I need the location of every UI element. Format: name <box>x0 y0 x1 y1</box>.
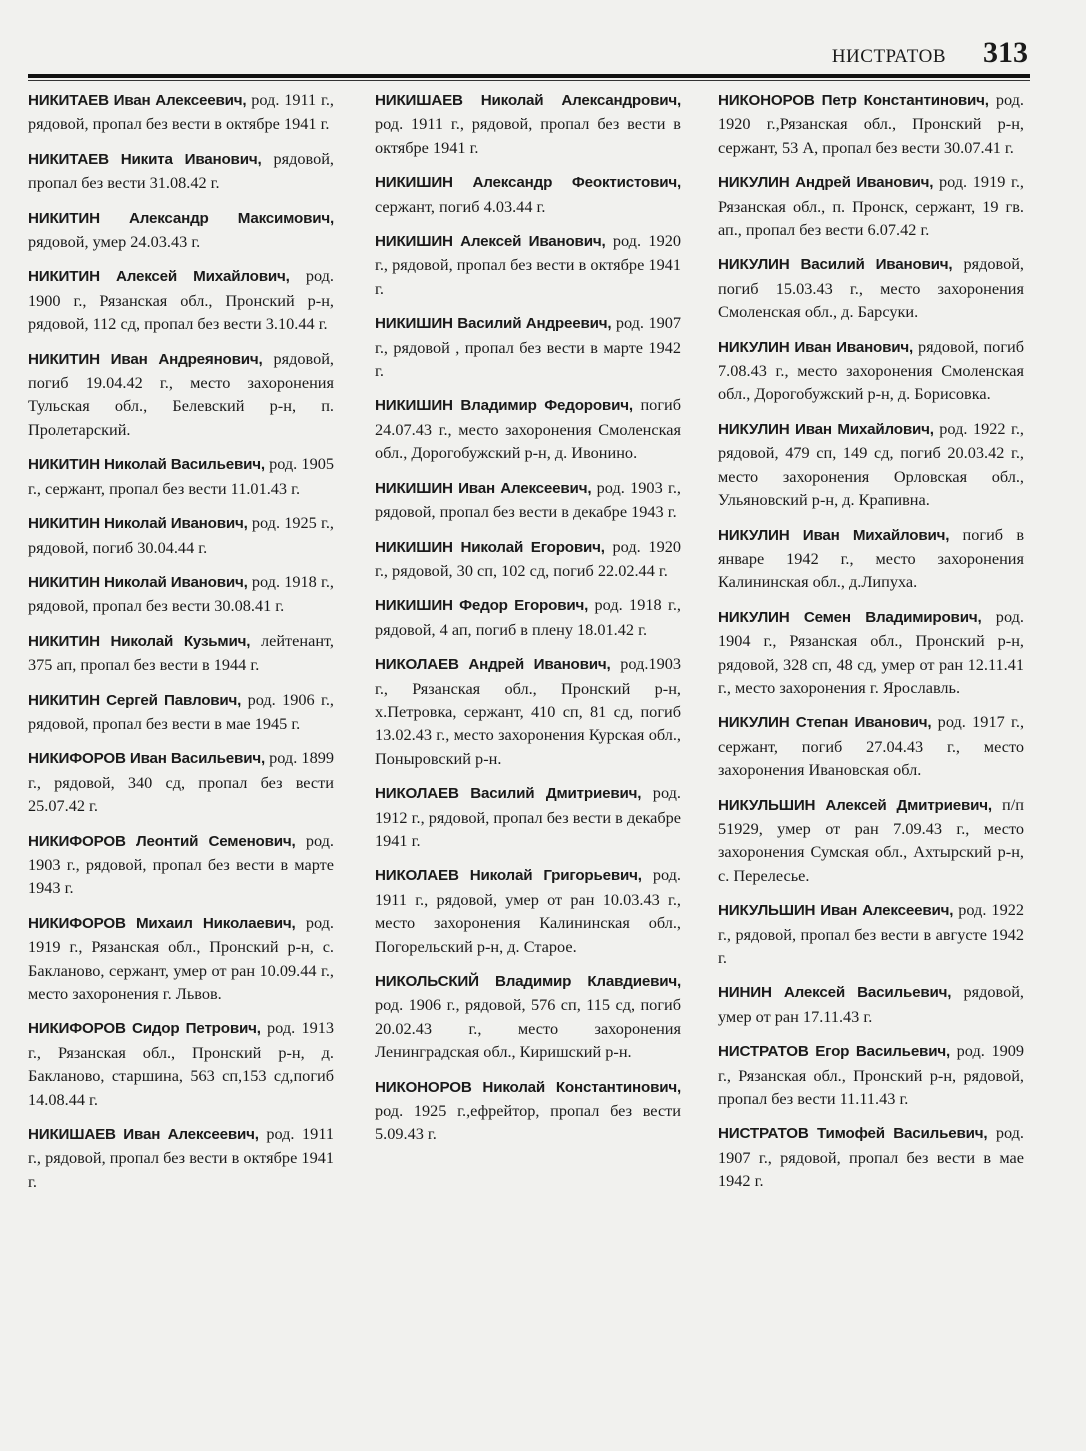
entry-details: род. 1903 г., рядовой, пропал без вести в марте 1943 г. <box>28 830 334 898</box>
register-entry <box>28 347 334 442</box>
entry-name: НИКУЛЬШИН Иван Алексеевич, <box>718 902 954 920</box>
entry-details: лейтенант, 375 ап, пропал без вести в 1944 г. <box>28 630 335 675</box>
register-entry <box>718 980 1024 1028</box>
register-entry <box>718 710 1024 781</box>
entry-name: НИКУЛИН Иван Иванович, <box>718 338 914 356</box>
register-entry <box>375 170 681 218</box>
entry-details: род. 1899 г., рядовой, 340 сд, пропал без вести 25.07.42 г. <box>28 748 334 816</box>
register-entry <box>375 476 681 524</box>
register-entry <box>28 746 334 817</box>
entry-details: род. 1904 г., Рязанская обл., Пронский р-н, рядовой, 328 сп, 48 сд, умер от ран 12.11.41 г., место захоронения г. Ярославль. <box>718 606 1024 697</box>
entry-details: род. 1922 г., рядовой, пропал без вести в августе 1942 г. <box>718 900 1024 967</box>
entry-details: род. 1912 г., рядовой, пропал без вести в декабре 1941 г. <box>375 783 681 850</box>
entry-name: НИКИШИН Федор Егорович, <box>375 597 589 615</box>
register-entry <box>28 147 334 195</box>
entry-name: НИКИШИН Владимир Федорович, <box>375 397 633 415</box>
entry-name: НИКИФОРОВ Леонтий Семенович, <box>28 832 296 850</box>
register-entry <box>28 1122 334 1193</box>
entry-name: НИКИТИН Николай Иванович, <box>28 515 248 533</box>
entry-name: НИКОЛАЕВ Николай Григорьевич, <box>375 867 642 885</box>
register-entry <box>28 570 334 618</box>
column-1 <box>28 88 334 1204</box>
entry-name: НИКИТИН Александр Максимович, <box>28 209 334 227</box>
entry-details: род. 1920 г., рядовой, пропал без вести в октябре 1941 г. <box>375 231 681 298</box>
page-body <box>28 88 1030 1418</box>
entry-details: род. 1925 г., рядовой, погиб 30.04.44 г. <box>28 513 334 557</box>
entry-name: НИКИТИН Николай Васильевич, <box>28 456 265 474</box>
column-2 <box>375 88 681 1157</box>
entry-details: род. 1911 г., рядовой, пропал без вести в октябре 1941 г. <box>28 90 334 134</box>
register-entry <box>28 688 334 736</box>
entry-name: НИКУЛЬШИН Алексей Дмитриевич, <box>718 796 992 814</box>
register-entry <box>375 535 681 583</box>
register-entry <box>718 335 1024 406</box>
entry-details: род. 1903 г., рядовой, пропал без вести в декабре 1943 г. <box>375 477 682 522</box>
page-number: 313 <box>983 36 1028 69</box>
register-entry <box>375 593 681 641</box>
entry-details: род.1903 г., Рязанская обл., Пронский р-н, х.Петровка, сержант, 410 сп, 81 сд, погиб 13.02.43 г., место захоронения Курская обл., Поныровский р-н. <box>375 654 681 768</box>
entry-details: род. 1922 г., рядовой, 479 сп, 149 сд, погиб 20.03.42 г., место захоронения Орловская обл., Ульяновский р-н, д. Крапивна. <box>718 418 1025 510</box>
entry-details: род. 1907 г., рядовой, пропал без вести в мае 1942 г. <box>718 1123 1024 1191</box>
entry-details: род. 1909 г., Рязанская обл., Пронский р-н, рядовой, пропал без вести 11.11.43 г. <box>718 1041 1025 1109</box>
entry-details: рядовой, погиб 7.08.43 г., место захоронения Смоленская обл., Дорогобужский р-н, д. Борисовка. <box>718 336 1024 404</box>
register-entry <box>718 898 1024 969</box>
register-entry <box>375 311 681 382</box>
entry-name: НИСТРАТОВ Егор Васильевич, <box>718 1043 950 1061</box>
entry-name: НИКУЛИН Степан Иванович, <box>718 714 932 732</box>
entry-details: погиб в январе 1942 г., место захоронения Калининская обл., д.Липуха. <box>718 524 1025 592</box>
register-entry <box>718 605 1024 700</box>
entry-details: п/п 51929, умер от ран 7.09.43 г., место захоронения Сумская обл., Ахтырский р-н, с. Перелесье. <box>718 794 1024 885</box>
entry-name: НИКИШИН Василий Андреевич, <box>375 315 612 333</box>
header-rule-thick <box>28 74 1030 78</box>
register-entry <box>28 511 334 559</box>
entry-details: род. 1911 г., рядовой, пропал без вести в октябре 1941 г. <box>375 114 681 157</box>
entry-details: род. 1907 г., рядовой , пропал без вести в марте 1942 г. <box>375 313 682 381</box>
register-entry <box>28 629 334 677</box>
entry-details: рядовой, умер от ран 17.11.43 г. <box>718 982 1024 1026</box>
entry-name: НИКОЛЬСКИЙ Владимир Клавдиевич, <box>375 973 681 990</box>
entry-name: НИКИФОРОВ Сидор Петрович, <box>28 1020 261 1038</box>
header-rule-thin <box>28 80 1030 81</box>
entry-name: НИКИШИН Александр Феоктистович, <box>375 174 681 192</box>
register-entry <box>718 1039 1024 1110</box>
entry-details: род. 1911 г., рядовой, пропал без вести в октябре 1941 г. <box>28 1124 334 1191</box>
entry-details: рядовой, умер 24.03.43 г. <box>28 232 201 252</box>
register-entry <box>375 229 681 300</box>
register-entry <box>28 88 334 136</box>
entry-details: род. 1920 г., рядовой, 30 сп, 102 сд, погиб 22.02.44 г. <box>375 536 681 580</box>
register-entry <box>375 781 681 852</box>
register-entry <box>375 393 681 464</box>
entry-details: рядовой, пропал без вести 31.08.42 г. <box>28 148 335 193</box>
entry-name: НИКИШАЕВ Николай Александрович, <box>375 92 681 109</box>
entry-details: род. 1918 г., рядовой, пропал без вести 30.08.41 г. <box>28 571 334 616</box>
register-entry <box>375 652 681 770</box>
entry-details: род. 1913 г., Рязанская обл., Пронский р-н, д. Бакланово, старшина, 563 сп,153 сд,погиб 14.08.44 г. <box>28 1018 335 1109</box>
entry-name: НИКУЛИН Иван Михайлович, <box>718 420 934 438</box>
entry-name: НИКИТИН Алексей Михайлович, <box>28 268 290 286</box>
entry-details: род. 1925 г.,ефрейтор, пропал без вести 5.09.43 г. <box>375 1101 681 1144</box>
register-entry <box>28 829 334 900</box>
entry-name: НИСТРАТОВ Тимофей Васильевич, <box>718 1125 988 1143</box>
entry-details: рядовой, погиб 19.04.42 г., место захоронения Тульская обл., Белевский р-н, п. Пролетарский. <box>28 348 335 439</box>
register-entry <box>28 452 334 500</box>
entry-name: НИКИТИН Николай Кузьмич, <box>28 632 251 650</box>
entry-name: НИКИТАЕВ Иван Алексеевич, <box>28 92 247 109</box>
entry-details: род. 1900 г., Рязанская обл., Пронский р-н, рядовой, 112 сд, пропал без вести 3.10.44 г. <box>28 266 334 334</box>
entry-details: погиб 24.07.43 г., место захоронения Смоленская обл., Дорогобужский р-н, д. Ивонино. <box>375 395 681 463</box>
entry-name: НИКИТИН Николай Иванович, <box>28 573 248 591</box>
entry-name: НИКИШИН Николай Егорович, <box>375 538 605 556</box>
entry-details: род. 1917 г., сержант, погиб 27.04.43 г., место захоронения Ивановская обл. <box>718 712 1025 780</box>
entry-name: НИКИТИН Иван Андреянович, <box>28 350 263 368</box>
entry-details: род. 1905 г., сержант, пропал без вести 11.01.43 г. <box>28 454 334 498</box>
entry-name: НИКИТАЕВ Никита Иванович, <box>28 150 262 168</box>
entry-name: НИКИШИН Алексей Иванович, <box>375 233 606 251</box>
entry-name: НИКУЛИН Иван Михайлович, <box>718 526 950 544</box>
entry-details: рядовой, погиб 15.03.43 г., место захоронения Смоленская обл., д. Барсуки. <box>718 254 1024 322</box>
entry-name: НИКИШАЕВ Иван Алексеевич, <box>28 1126 259 1144</box>
entry-name: НИКОНОРОВ Петр Константинович, <box>718 92 989 109</box>
entry-details: род. 1919 г., Рязанская обл., Пронский р-н, с. Бакланово, сержант, умер от ран 10.09.44 г., место захоронения г. Львов. <box>28 912 334 1003</box>
register-entry <box>718 417 1024 512</box>
column-3 <box>718 88 1024 1204</box>
entry-details: род. 1906 г., рядовой, пропал без вести в мае 1945 г. <box>28 689 335 733</box>
entry-details: род. 1919 г., Рязанская обл., п. Пронск, сержант, 19 гв. ап., пропал без вести 6.07.42 г. <box>718 172 1024 240</box>
register-entry <box>718 252 1024 323</box>
entry-name: НИКИФОРОВ Иван Васильевич, <box>28 750 265 768</box>
register-entry <box>28 264 334 335</box>
entry-name: НИКУЛИН Андрей Иванович, <box>718 174 934 192</box>
register-entry <box>718 88 1024 159</box>
entry-name: НИКУЛИН Василий Иванович, <box>718 256 953 274</box>
register-entry <box>28 206 334 254</box>
entry-name: НИНИН Алексей Васильевич, <box>718 984 952 1002</box>
register-entry <box>375 863 681 958</box>
entry-name: НИКОЛАЕВ Андрей Иванович, <box>375 656 611 674</box>
entry-details: род. 1920 г.,Рязанская обл., Пронский р-н, сержант, 53 А, пропал без вести 30.07.41 г. <box>718 90 1024 157</box>
entry-name: НИКИФОРОВ Михаил Николаевич, <box>28 914 296 932</box>
register-entry <box>28 911 334 1006</box>
register-entry <box>718 523 1024 594</box>
entry-details: род. 1918 г., рядовой, 4 ап, погиб в плену 18.01.42 г. <box>375 595 681 639</box>
register-entry <box>718 793 1024 888</box>
entry-name: НИКУЛИН Семен Владимирович, <box>718 608 982 626</box>
entry-name: НИКИТИН Сергей Павлович, <box>28 691 242 709</box>
entry-details: род. 1911 г., рядовой, умер от ран 10.03.43 г., место захоронения Калининская обл., Погорельский р-н, д. Старое. <box>375 865 681 956</box>
running-head: НИСТРАТОВ <box>831 46 946 67</box>
entry-details: сержант, погиб 4.03.44 г. <box>375 196 546 216</box>
entry-name: НИКОЛАЕВ Василий Дмитриевич, <box>375 785 642 803</box>
register-entry <box>718 1121 1024 1192</box>
register-entry <box>718 170 1024 241</box>
register-entry <box>375 1075 681 1146</box>
entry-details: род. 1906 г., рядовой, 576 сп, 115 сд, погиб 20.02.43 г., место захоронения Ленинградская обл., Киришский р-н. <box>375 995 681 1062</box>
register-entry <box>375 969 681 1064</box>
entry-name: НИКИШИН Иван Алексеевич, <box>375 479 592 497</box>
entry-name: НИКОНОРОВ Николай Константинович, <box>375 1078 681 1096</box>
register-entry <box>28 1016 334 1111</box>
page-header <box>0 30 1086 70</box>
register-entry <box>375 88 681 159</box>
